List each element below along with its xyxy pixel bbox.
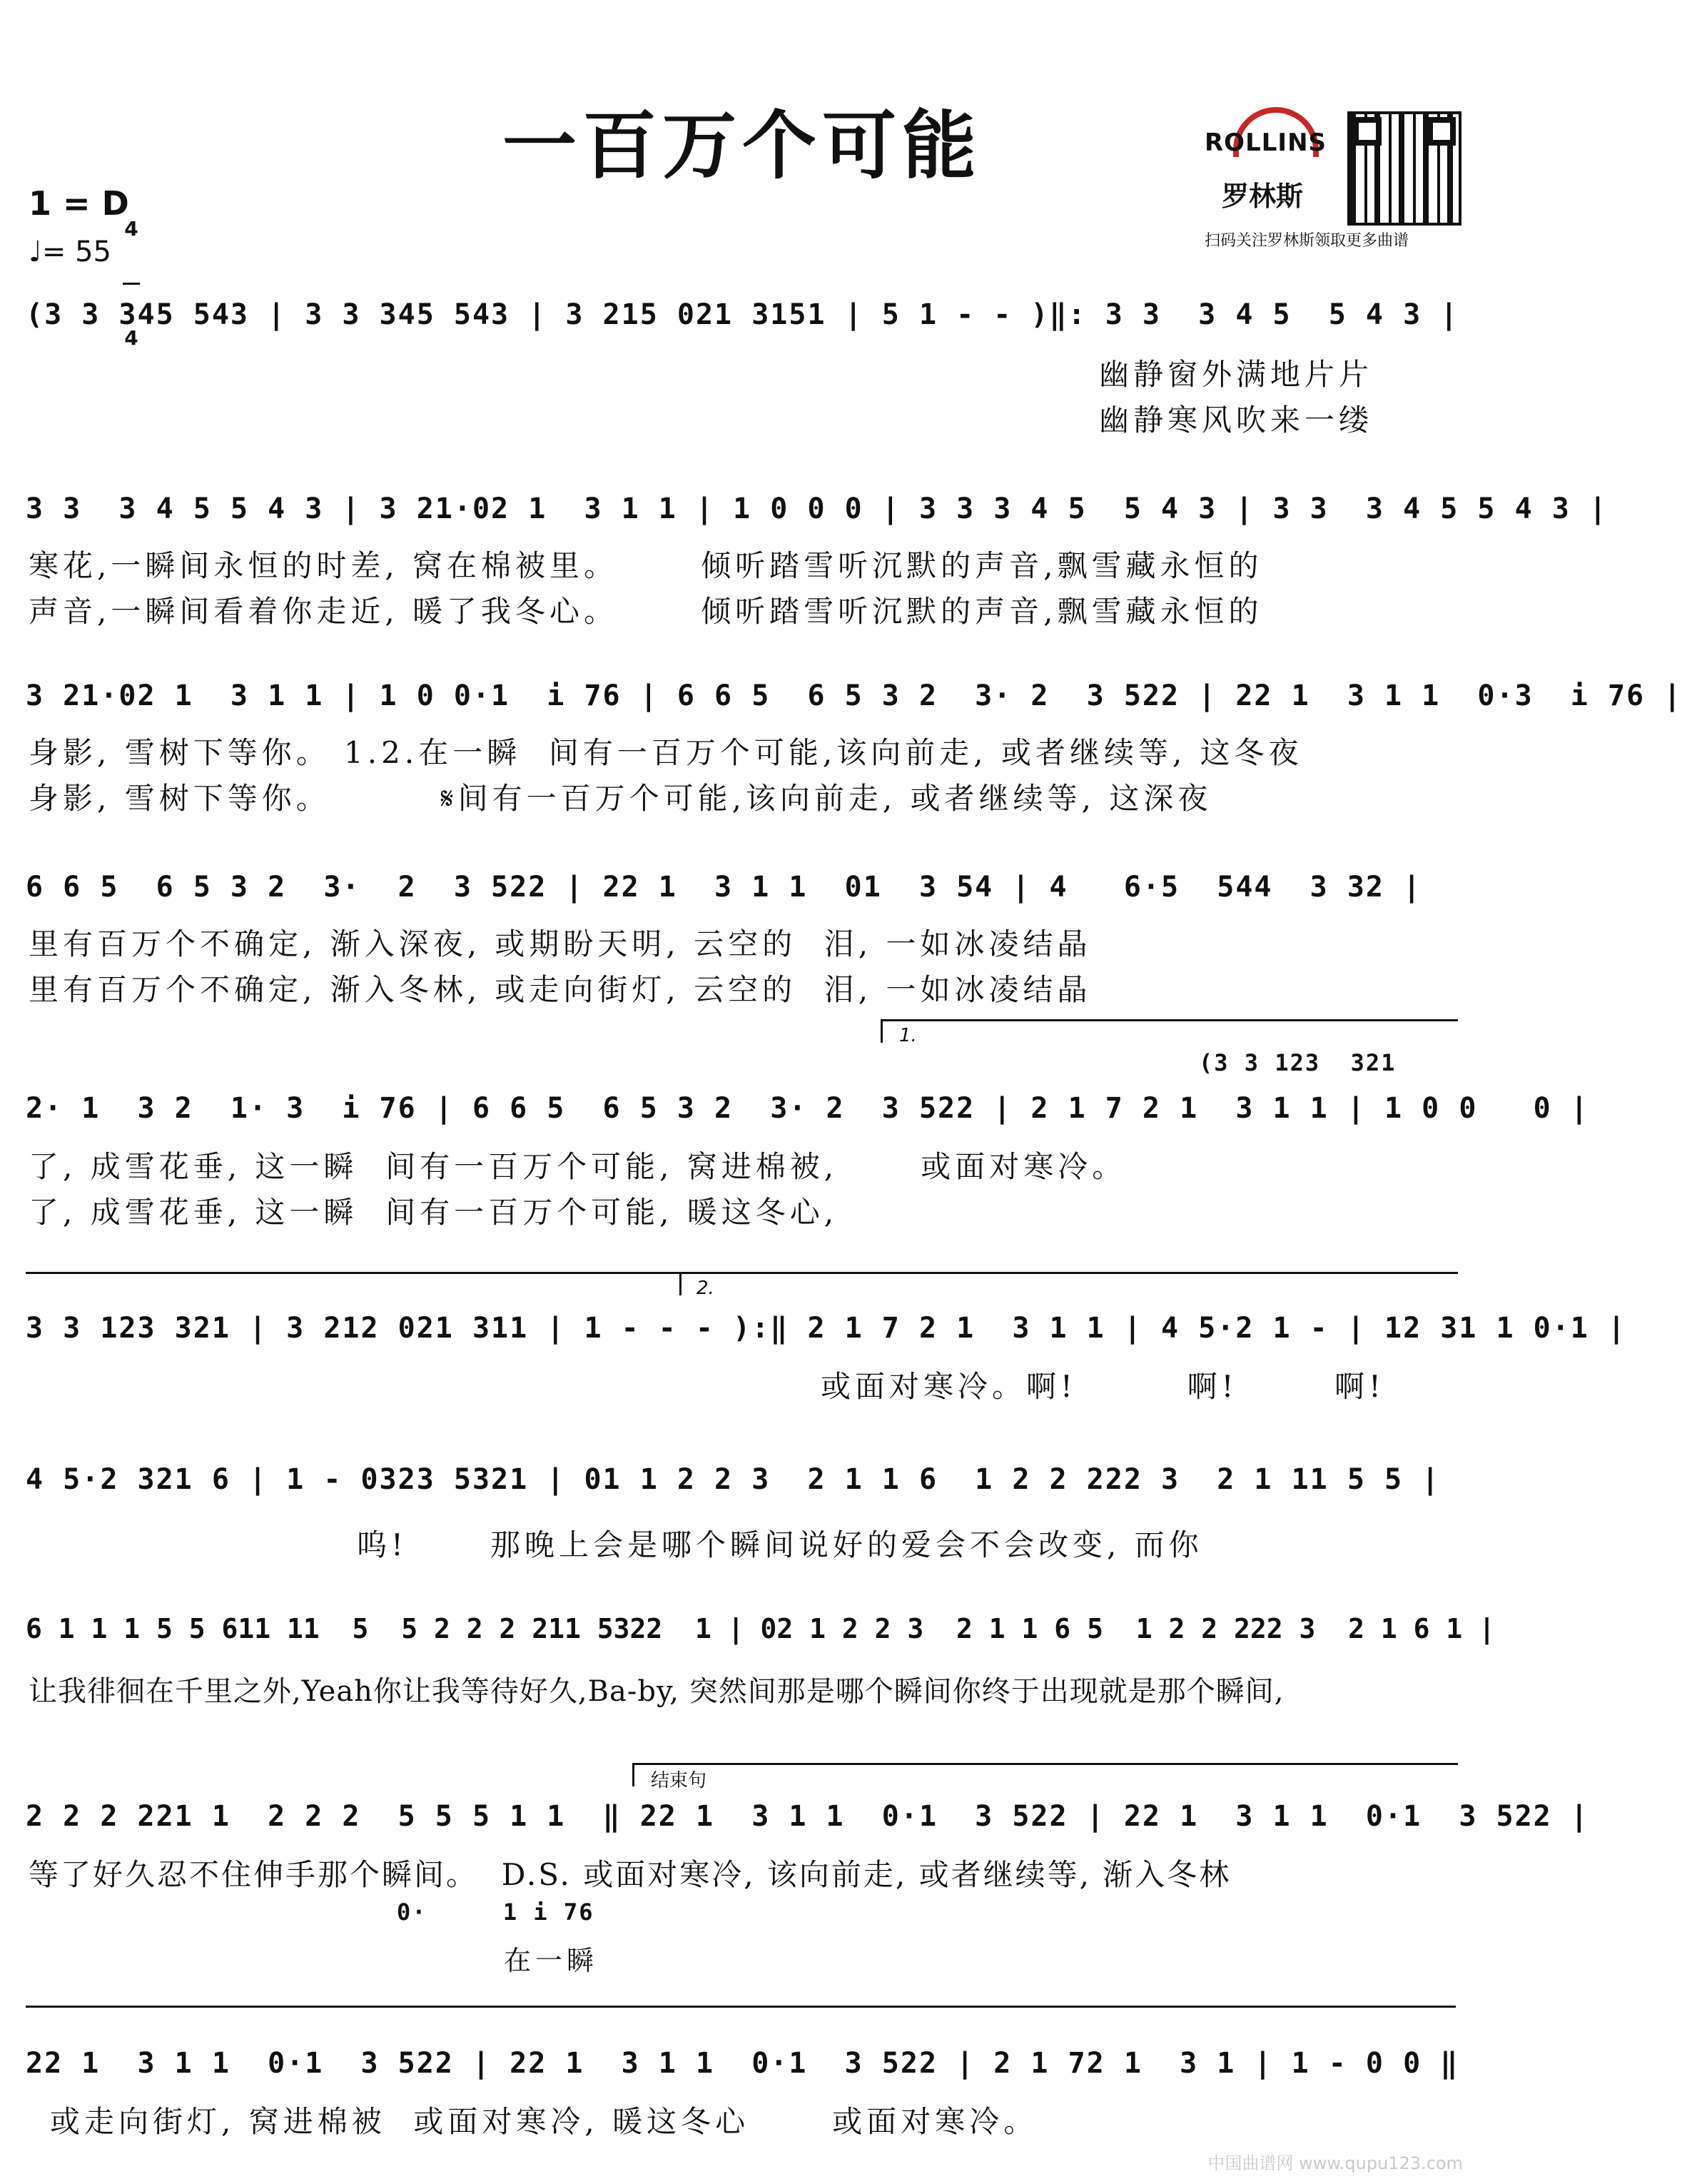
brand-name-cn: 罗林斯: [1222, 181, 1304, 212]
notation-row-4: 6 6 5 6 5 3 2 3· 2 3 522 | 22 1 3 1 1 01 3 54 | 4 6·5 544 3 32 |: [26, 871, 1422, 904]
lyrics-row-5-verse-1: 了, 成雪花垂, 这一瞬 间有一百万个可能, 窝进棉被, 或面对寒冷。: [29, 1149, 1127, 1184]
volta-bracket-2: [679, 1272, 1458, 1295]
lyrics-row-1-verse-1: 幽静窗外满地片片: [1099, 357, 1374, 392]
lyrics-row-7: 呜! 那晚上会是哪个瞬间说好的爱会不会改变, 而你: [357, 1527, 1203, 1562]
lyrics-row-3-verse-2: 身影, 雪树下等你。 𝄋间有一百万个可能,该向前走, 或者继续等, 这深夜: [29, 781, 1212, 816]
qr-caption: 扫码关注罗林斯领取更多曲谱: [1205, 232, 1409, 250]
lyrics-row-2-verse-2: 声音,一瞬间看着你走近, 暖了我冬心。 倾听踏雪听沉默的声音,飘雪藏永恒的: [29, 594, 1263, 629]
notation-row-7: 4 5·2 321 6 | 1 - 0323 5321 | 01 1 2 2 3 2 1 1 6 1 2 2 222 3 2 1 11 5 5 |: [26, 1463, 1441, 1496]
coda-label: 结束句: [651, 1770, 707, 1791]
key-signature: 1 = D: [29, 184, 129, 223]
lyrics-row-10: 或走向街灯, 窝进棉被 或面对寒冷, 暖这冬心 或面对寒冷。: [50, 2104, 1038, 2139]
notation-row-3: 3 21·02 1 3 1 1 | 1 0 0·1 i 76 | 6 6 5 6 5 3 2 3· 2 3 522 | 22 1 3 1 1 0·3 i 76 |: [26, 679, 1682, 712]
score-title: 一百万个可能: [502, 101, 982, 189]
watermark: 中国曲谱网 www.qupu123.com: [1207, 2153, 1463, 2173]
time-top: 4: [124, 217, 138, 241]
notation-row-5-intro: (3 3 123 321: [1199, 1049, 1397, 1076]
final-slur-line: [26, 2006, 1456, 2008]
lyrics-row-2-verse-1: 寒花,一瞬间永恒的时差, 窝在棉被里。 倾听踏雪听沉默的声音,飘雪藏永恒的: [29, 548, 1263, 583]
time-bottom: 4: [124, 326, 138, 350]
volta-label-1: 1.: [899, 1025, 917, 1046]
lyrics-row-1-verse-2: 幽静寒风吹来一缕: [1099, 403, 1374, 438]
coda-bracket: [632, 1763, 1458, 1786]
notation-row-6: 3 3 123 321 | 3 212 021 311 | 1 - - - ):‖ 2 1 7 2 1 3 1 1 | 4 5·2 1 - | 12 31 1 0·1 |: [26, 1312, 1627, 1345]
notation-row-1: (3 3 345 543 | 3 3 345 543 | 3 215 021 3151 | 5 1 - - )‖: 3 3 3 4 5 5 4 3 |: [26, 298, 1459, 331]
notation-row-10: 22 1 3 1 1 0·1 3 522 | 22 1 3 1 1 0·1 3 522 | 2 1 72 1 3 1 | 1 - 0 0 ‖: [26, 2047, 1459, 2080]
lyrics-row-4-verse-2: 里有百万个不确定, 渐入冬林, 或走向街灯, 云空的 泪, 一如冰凌结晶: [29, 972, 1092, 1007]
notation-row-9-alt: 0· 1 i 76: [397, 1899, 594, 1926]
lyrics-row-8: 让我徘徊在千里之外,Yeah你让我等待好久,Ba-by, 突然间那是哪个瞬间你终于出现就是那个瞬间,: [29, 1675, 1285, 1708]
lyrics-row-9: 等了好久忍不住伸手那个瞬间。 D.S. 或面对寒冷, 该向前走, 或者继续等, 渐入冬林: [29, 1857, 1232, 1892]
lyrics-row-5-verse-2: 了, 成雪花垂, 这一瞬 间有一百万个可能, 暖这冬心,: [29, 1195, 839, 1230]
notation-row-5: 2· 1 3 2 1· 3 i 76 | 6 6 5 6 5 3 2 3· 2 3 522 | 2 1 7 2 1 3 1 1 | 1 0 0 0 |: [26, 1092, 1589, 1125]
volta-label-2: 2.: [696, 1278, 714, 1299]
lyrics-row-6: 或面对寒冷。啊! 啊! 啊!: [821, 1369, 1385, 1404]
brand-logo: ROLLINS: [1205, 128, 1327, 157]
notation-row-8: 6 1 1 1 5 5 611 11 5 5 2 2 2 211 5322 1 | 02 1 2 2 3 2 1 1 6 5 1 2 2 222 3 2 1 6 1 |: [26, 1613, 1496, 1644]
qr-code-icon: [1347, 111, 1461, 226]
lyrics-row-9-alt: 在一瞬: [504, 1945, 599, 1976]
time-signature: [123, 176, 140, 370]
volta-bracket-1: [881, 1019, 1458, 1043]
tempo-marking: ♩= 55: [29, 236, 111, 268]
lyrics-row-4-verse-1: 里有百万个不确定, 渐入深夜, 或期盼天明, 云空的 泪, 一如冰凌结晶: [29, 926, 1092, 961]
notation-row-9: 2 2 2 221 1 2 2 2 5 5 5 1 1 ‖ 22 1 3 1 1 0·1 3 522 | 22 1 3 1 1 0·1 3 522 |: [26, 1800, 1589, 1833]
notation-row-2: 3 3 3 4 5 5 4 3 | 3 21·02 1 3 1 1 | 1 0 0 0 | 3 3 3 4 5 5 4 3 | 3 3 3 4 5 5 4 3 |: [26, 492, 1608, 525]
lyrics-row-3-verse-1: 身影, 雪树下等你。 1.2.在一瞬 间有一百万个可能,该向前走, 或者继续等, 这冬夜: [29, 735, 1303, 770]
